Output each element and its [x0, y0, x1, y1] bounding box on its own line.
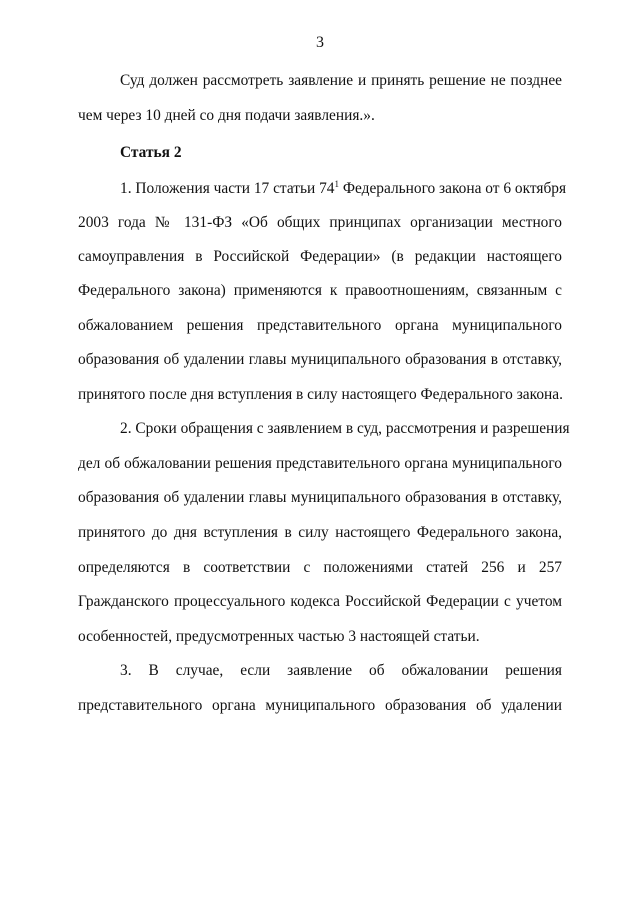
text-line: 3. В случае, если заявление об обжаловании решения	[120, 662, 562, 679]
text-line: определяются в соответствии с положениями статей 256 и 257	[78, 559, 562, 576]
text-fragment: 1. Положения части 17 статьи 74	[120, 180, 335, 197]
page-number: 3	[316, 34, 324, 51]
text-line: представительного органа муниципального образования об удалении	[78, 697, 562, 714]
text-line: принятого после дня вступления в силу настоящего Федерального закона.	[78, 386, 563, 403]
text-line: особенностей, предусмотренных частью 3 настоящей статьи.	[78, 628, 480, 645]
text-line: чем через 10 дней со дня подачи заявления.».	[78, 107, 375, 124]
text-line: самоуправления в Российской Федерации» (в редакции настоящего	[78, 248, 562, 265]
text-line: дел об обжаловании решения представительного органа муниципального	[78, 455, 562, 472]
text-fragment: Федерального закона от 6 октября	[339, 180, 567, 197]
article-heading: Статья 2	[120, 144, 182, 161]
text-line: обжалованием решения представительного органа муниципального	[78, 317, 562, 334]
text-line: 2. Сроки обращения с заявлением в суд, рассмотрения и разрешения	[120, 420, 570, 437]
text-line: принятого до дня вступления в силу настоящего Федерального закона,	[78, 524, 562, 541]
text-line: Гражданского процессуального кодекса Российской Федерации с учетом	[78, 593, 562, 610]
text-line	[120, 179, 567, 198]
text-line: 2003 года № 131-ФЗ «Об общих принципах организации местного	[78, 214, 562, 231]
text-line: Суд должен рассмотреть заявление и принять решение не позднее	[120, 72, 562, 89]
text-line: Федерального закона) применяются к правоотношениям, связанным с	[78, 282, 562, 299]
text-line: образования об удалении главы муниципального образования в отставку,	[78, 489, 562, 506]
superscript: 1	[334, 179, 339, 189]
text-line: образования об удалении главы муниципального образования в отставку,	[78, 351, 562, 368]
